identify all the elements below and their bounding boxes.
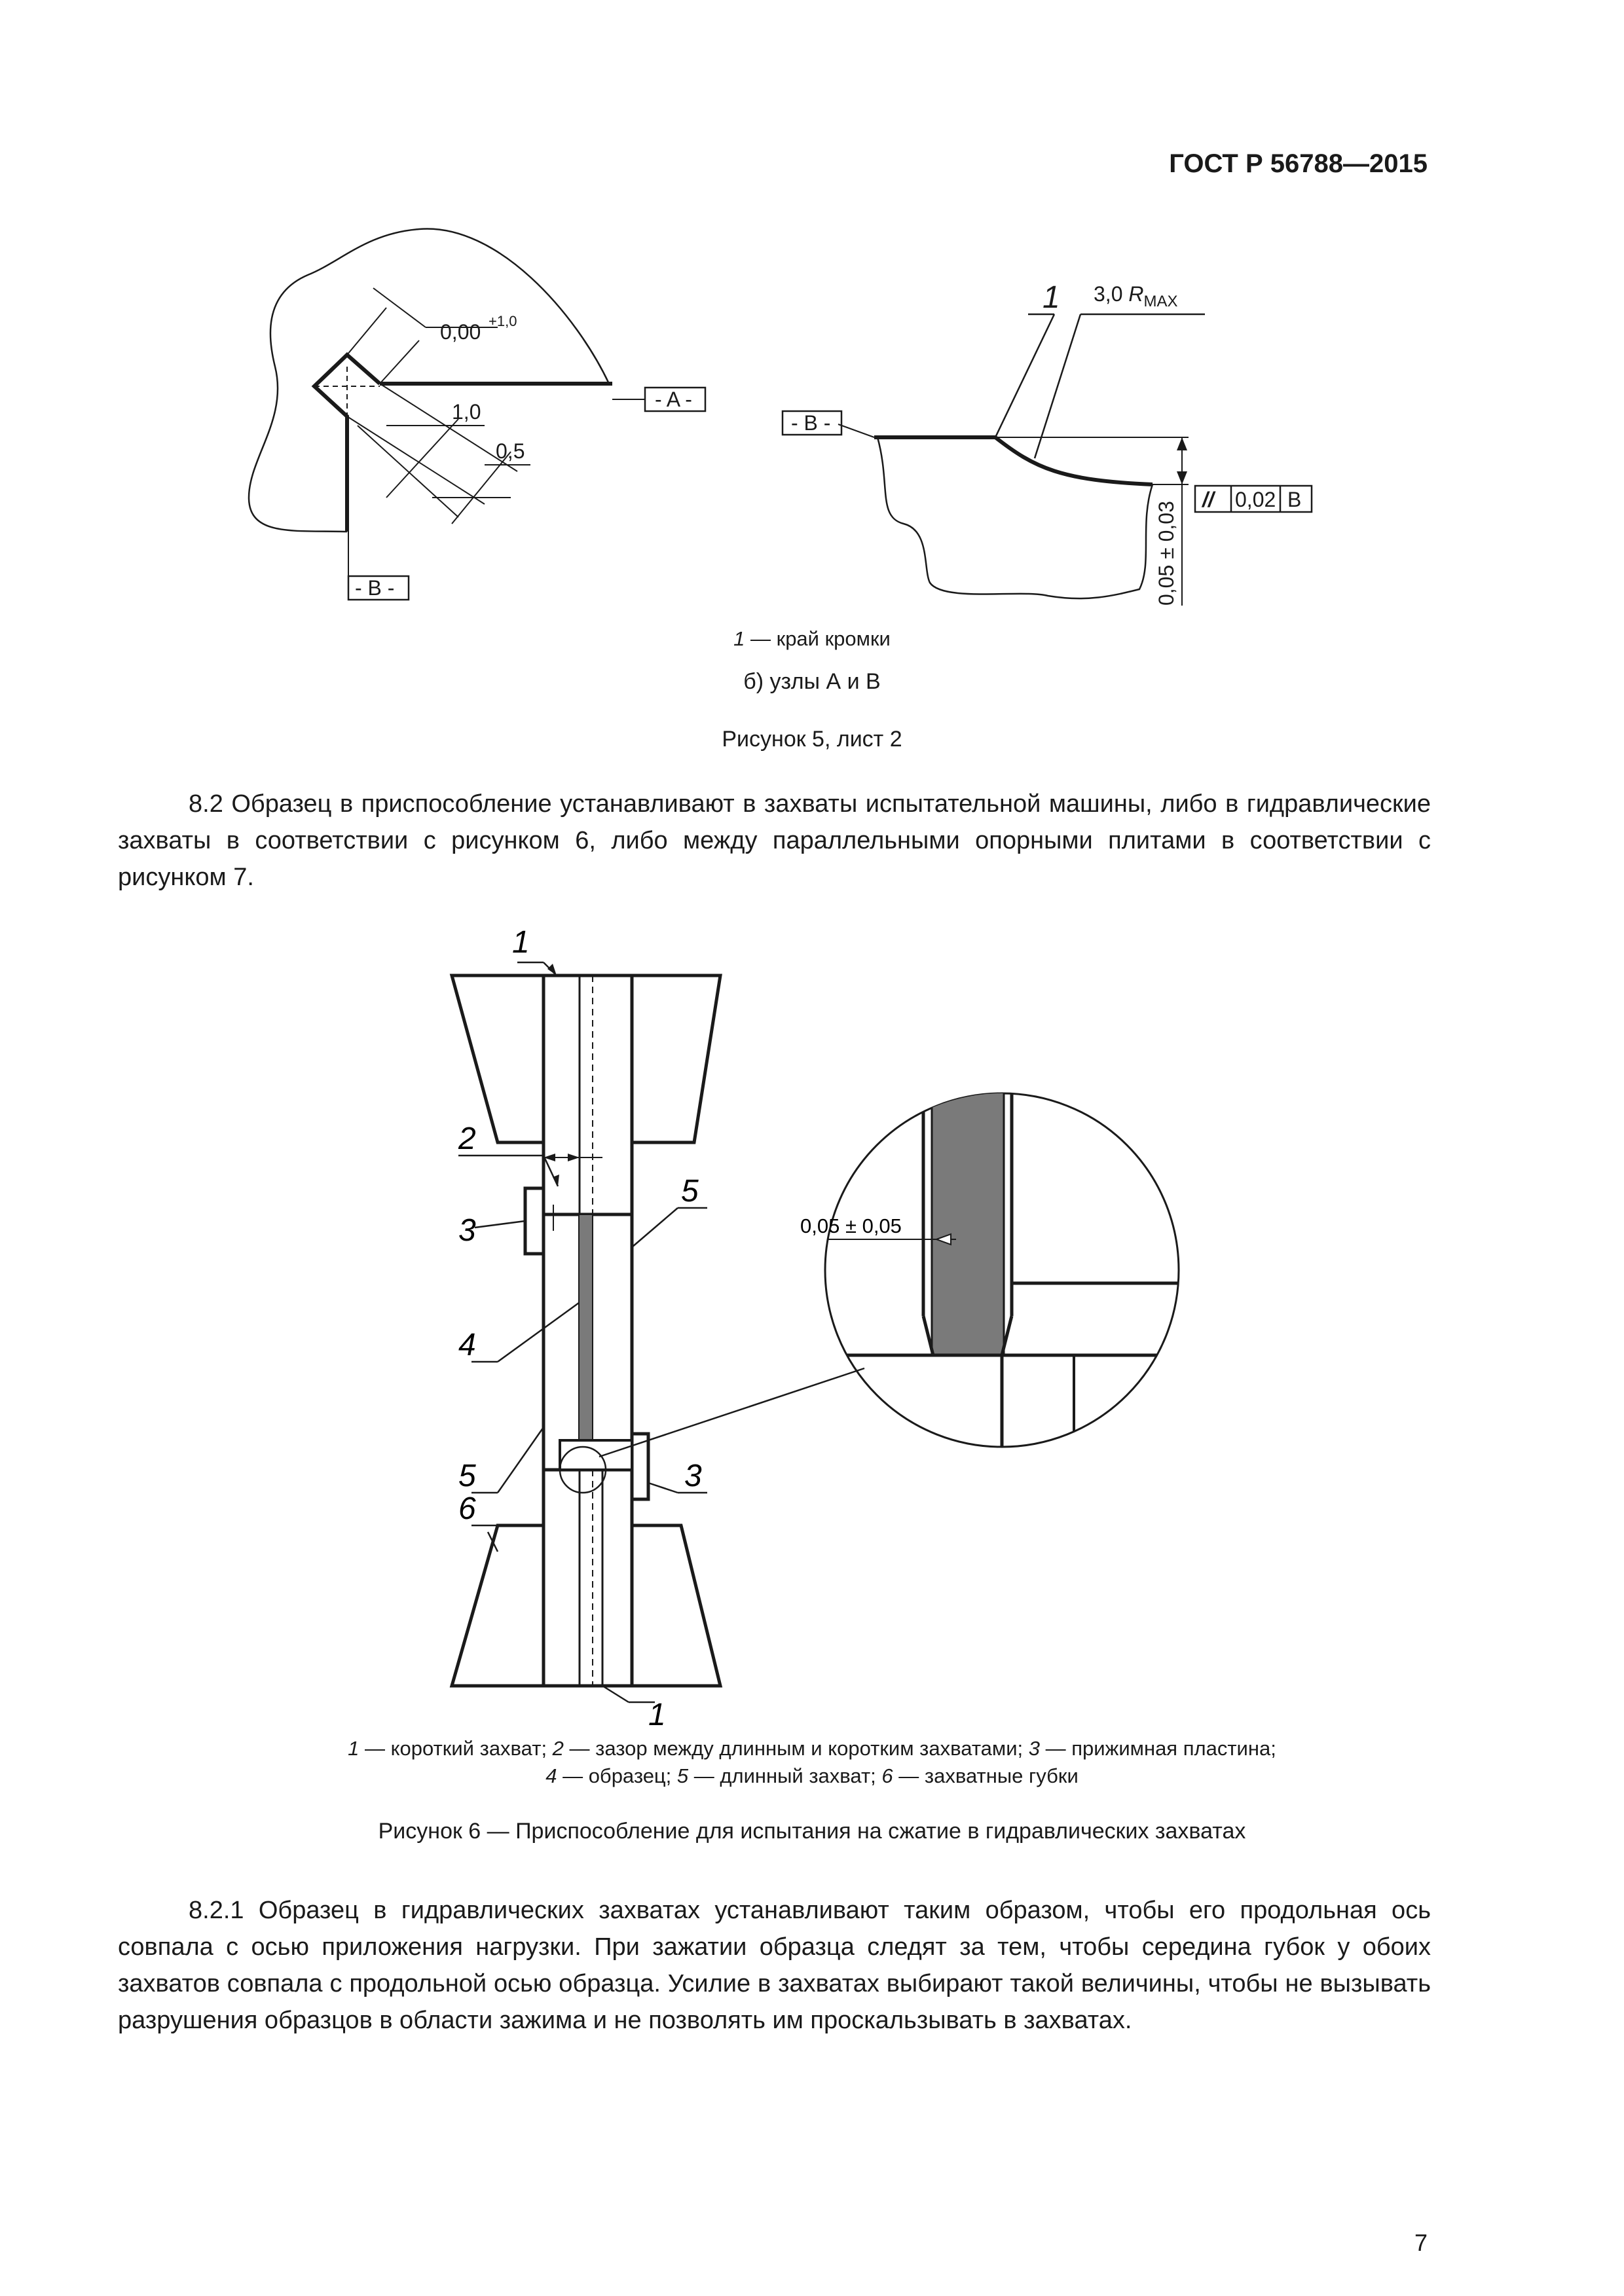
callout-6: 6	[458, 1491, 476, 1526]
callout-1-top: 1	[512, 925, 530, 960]
callout-1-bottom: 1	[648, 1698, 666, 1728]
callout-3-left: 3	[458, 1213, 476, 1248]
radius-label: 3,0 $R_{MAX}$	[1094, 282, 1178, 310]
legend-line-1: 1 — короткий захват; 2 — зазор между длинным и коротким захватами; 3 — прижимная пластина;	[348, 1737, 1276, 1760]
detail-dim: 0,05 ± 0,05	[800, 1214, 902, 1237]
callout-5-left: 5	[458, 1459, 476, 1493]
datum-b-label: - B -	[355, 576, 395, 600]
dim-gap-tol: +1,0	[489, 313, 517, 329]
datum-a-label: - A -	[655, 388, 692, 411]
parallelism-symbol: //	[1202, 488, 1214, 511]
figure-6-caption: Рисунок 6 — Приспособление для испытания на сжатие в гидравлических захватах	[378, 1819, 1246, 1844]
callout-3-right: 3	[684, 1459, 702, 1493]
tolerance-datum: B	[1287, 488, 1302, 511]
standard-header: ГОСТ Р 56788—2015	[1169, 149, 1428, 178]
page-number: 7	[1414, 2229, 1428, 2256]
callout-2: 2	[458, 1121, 476, 1156]
legend-line-2: 4 — образец; 5 — длинный захват; 6 — захватные губки	[545, 1764, 1079, 1787]
figure-5-legend: 1 — край кромки	[733, 627, 891, 650]
figure-5-subcaption: б) узлы А и В	[743, 669, 881, 694]
tolerance-value: 0,02	[1235, 488, 1276, 511]
figure-5-caption: Рисунок 5, лист 2	[722, 727, 902, 752]
figure-5-drawing	[0, 0, 1624, 655]
height-dim: 0,05 ± 0,03	[1154, 501, 1178, 606]
paragraph-8-2: 8.2 Образец в приспособление устанавливают в захваты испытательной машины, либо в гидравлические захваты в соответствии с рисунком 6, либо между параллельными опорными плитами в соответствии с рисунком 7.	[118, 790, 1431, 891]
callout-4: 4	[458, 1328, 476, 1362]
figure-6-drawing	[0, 903, 1624, 1728]
callout-5-right: 5	[681, 1174, 699, 1209]
dim-gap: 0,00	[440, 320, 481, 344]
datum-b-label-right: - B -	[791, 411, 831, 435]
dim-depth: 0,5	[496, 439, 525, 463]
callout-edge: 1	[1043, 280, 1060, 315]
dim-width: 1,0	[452, 400, 481, 424]
paragraph-8-2-1: 8.2.1 Образец в гидравлических захватах устанавливают таким образом, чтобы его продольная ось совпала с осью приложения нагрузки. При зажатии образца следят за тем, чтобы середина губок у обоих захватов совпала с продольной осью образца. Усилие в захватах выбирают такой величины, чтобы не вызывать разрушения образцов в области зажима и не позволять им проскальзывать в захватах.	[118, 1897, 1431, 2034]
figure-6-legend	[0, 1735, 1624, 1790]
